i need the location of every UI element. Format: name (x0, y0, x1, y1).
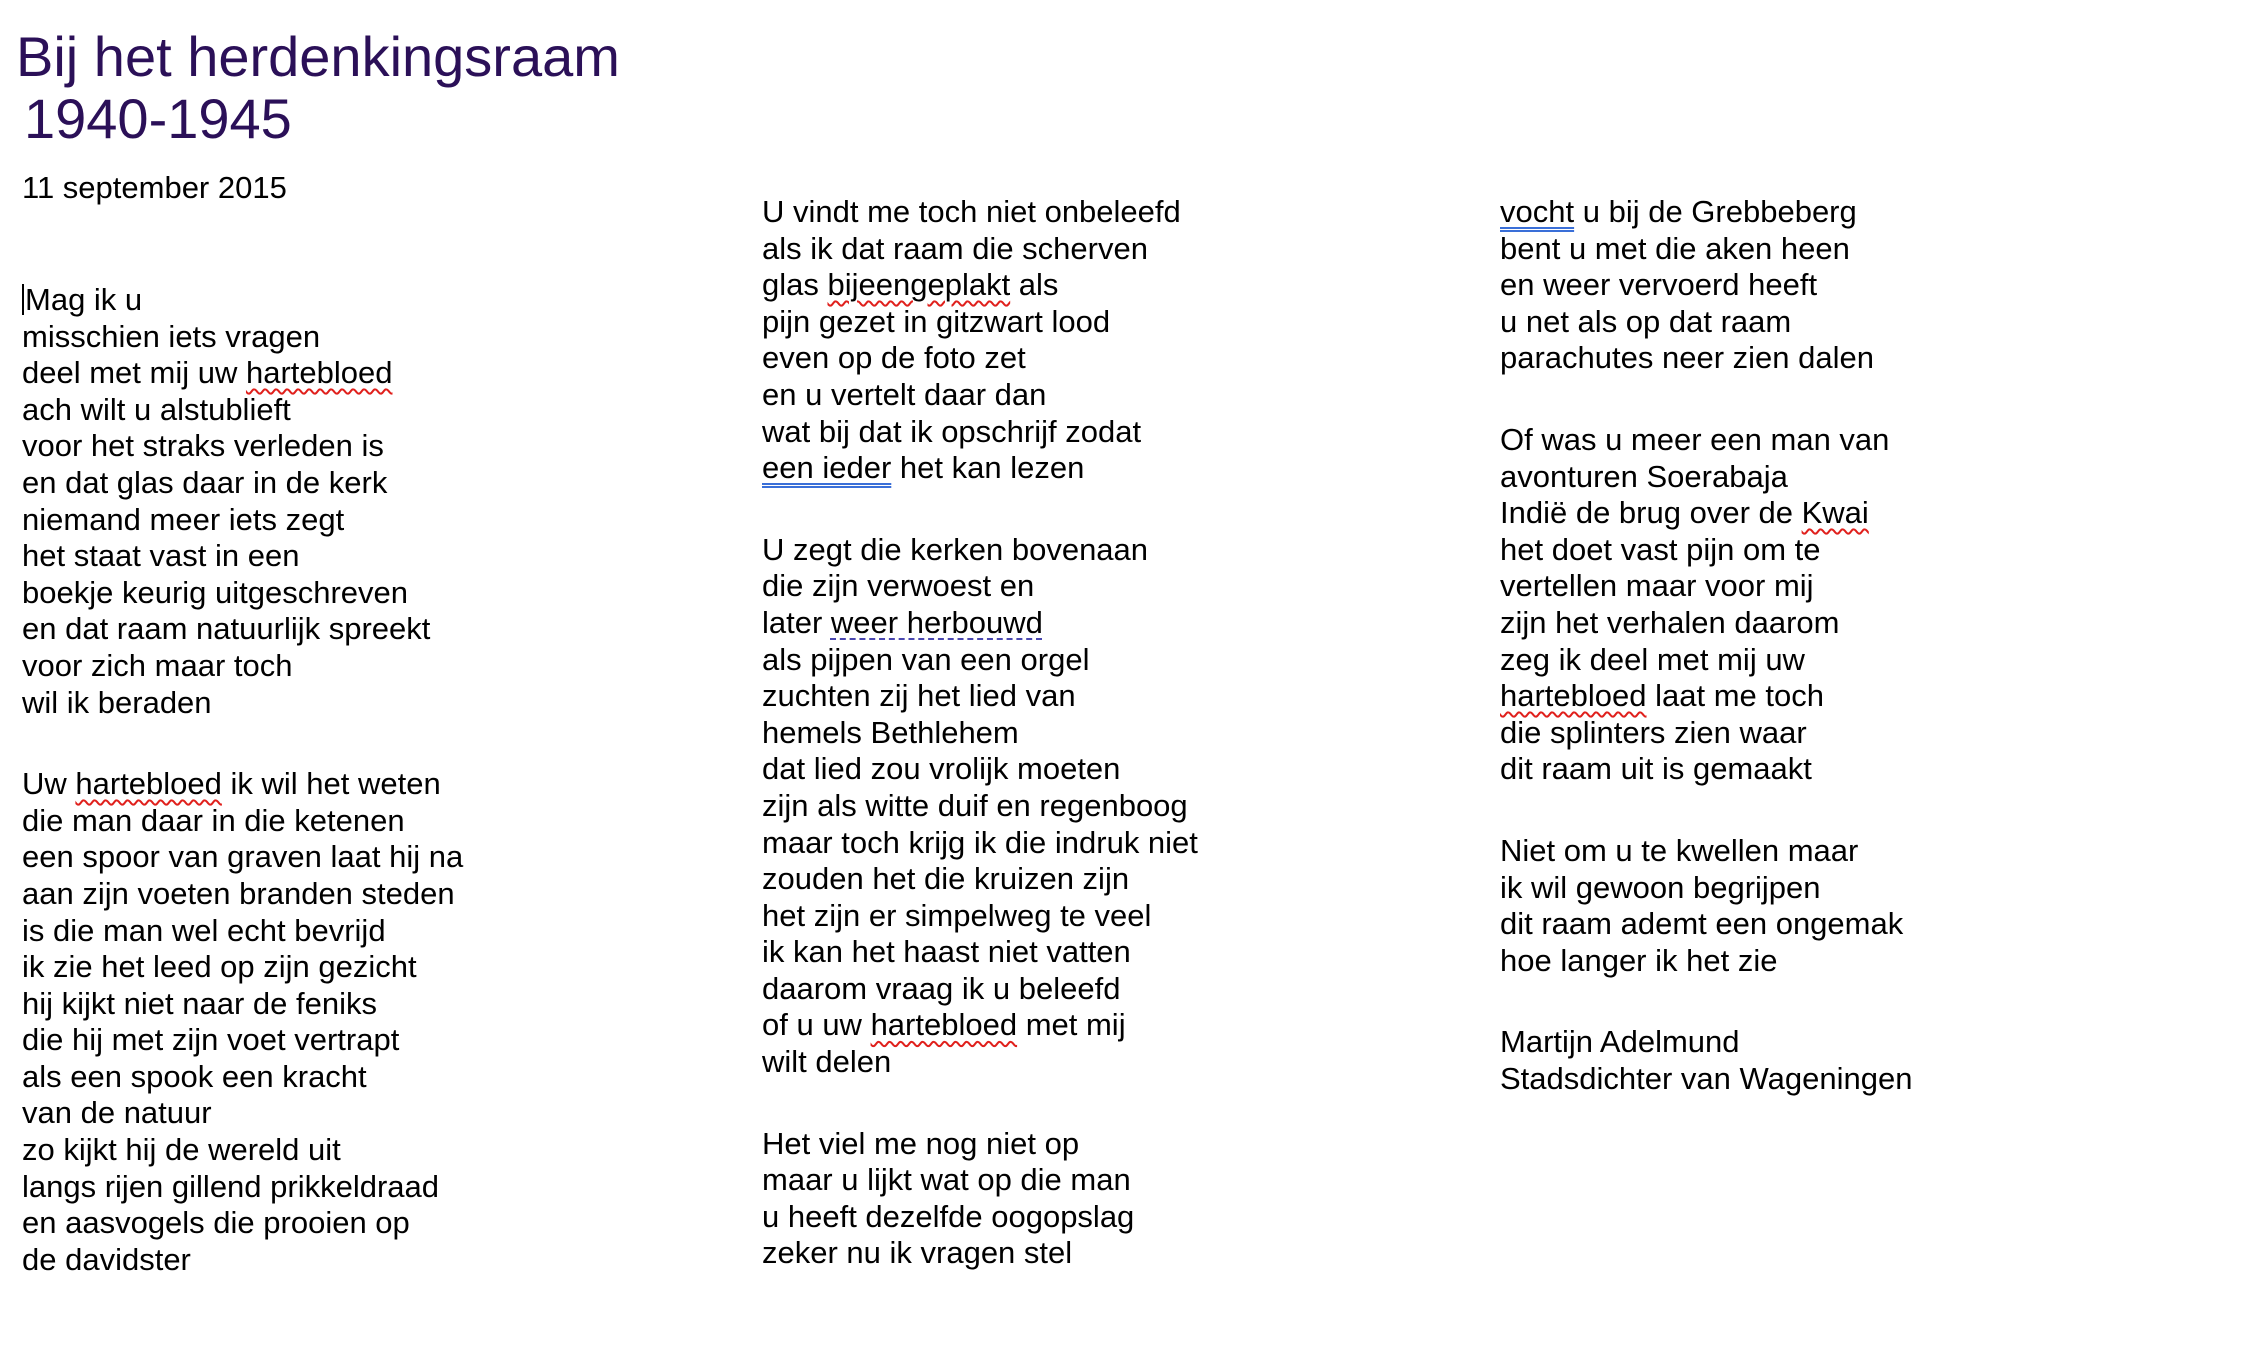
poem-line: van de natuur (22, 1095, 212, 1131)
poem-line: zeg ik deel met mij uw (1500, 641, 1805, 677)
poem-date: 11 september 2015 (22, 170, 287, 205)
poem-line: zuchten zij het lied van (762, 678, 1076, 714)
poem-line-text: later (762, 604, 831, 640)
poem-line: aan zijn voeten branden steden (22, 875, 455, 911)
stanza-7 (1500, 422, 1912, 788)
poem-line: avonturen Soerabaja (1500, 458, 1788, 494)
poem-line: als een spook een kracht (22, 1058, 367, 1094)
poem-line: U zegt die kerken bovenaan (762, 531, 1149, 567)
poem-line: die man daar in die ketenen (22, 802, 405, 838)
spelling-error-word[interactable]: hartebloed (870, 1007, 1018, 1043)
poem-line-text: Mag ik u (25, 282, 143, 317)
poem-line: is die man wel echt bevrijd (22, 912, 386, 948)
poem-line: zijn als witte duif en regenboog (762, 787, 1188, 823)
poem-line: ik wil gewoon begrijpen (1500, 869, 1821, 905)
poem-line (762, 605, 1198, 642)
poem-line: als pijpen van een orgel (762, 641, 1090, 677)
poem-line: en dat raam natuurlijk spreekt (22, 611, 431, 647)
poem-line: wilt delen (762, 1044, 892, 1080)
poem-line: dit raam uit is gemaakt (1500, 751, 1812, 787)
poem-line: en weer vervoerd heeft (1500, 267, 1818, 303)
poem-line: wil ik beraden (22, 684, 212, 720)
grammar-flag-word[interactable]: vocht (1500, 194, 1575, 229)
poem-line: daarom vraag ik u beleefd (762, 970, 1121, 1006)
stanza-8 (1500, 833, 1912, 979)
text-cursor (22, 284, 24, 315)
stanza-4 (762, 532, 1198, 1081)
spelling-error-word[interactable]: bijeengeplakt (827, 267, 1011, 303)
stanza-3 (762, 194, 1198, 487)
title-line-2: 1940-1945 (24, 87, 292, 150)
poem-line: ik kan het haast niet vatten (762, 934, 1131, 970)
poem-line-text: deel met mij uw (22, 355, 246, 391)
poem-line: als ik dat raam die scherven (762, 230, 1148, 266)
poem-line (762, 450, 1198, 487)
poem-line-text: ik wil het weten (221, 766, 441, 802)
poem-line (22, 355, 463, 392)
stanza-5 (762, 1126, 1198, 1272)
poem-line: misschien iets vragen (22, 318, 321, 354)
poem-line: een spoor van graven laat hij na (22, 839, 464, 875)
poem-column-3 (1500, 194, 1912, 1142)
poem-line: maar toch krijg ik die indruk niet (762, 824, 1198, 860)
poem-line: hij kijkt niet naar de feniks (22, 985, 377, 1021)
poem-line: zijn het verhalen daarom (1500, 604, 1840, 640)
spelling-error-word[interactable]: hartebloed (75, 766, 222, 802)
poem-line: en dat glas daar in de kerk (22, 464, 388, 500)
poem-line: het zijn er simpelweg te veel (762, 897, 1152, 933)
poem-line-text: glas (762, 267, 828, 303)
poem-line-text: of u uw (762, 1007, 871, 1043)
poem-line: ach wilt u alstublieft (22, 391, 291, 427)
poem-title (16, 26, 620, 150)
poem-line-text: Indië de brug over de (1500, 495, 1802, 531)
poem-line (1500, 678, 1912, 715)
poem-line: en aasvogels die prooien op (22, 1205, 410, 1241)
spelling-error-word[interactable]: hartebloed (1500, 678, 1647, 714)
stanza-1 (22, 282, 463, 721)
poem-line: parachutes neer zien dalen (1500, 340, 1874, 376)
poem-line (22, 282, 463, 319)
poem-line: u net als op dat raam (1500, 303, 1792, 339)
poem-line: voor het straks verleden is (22, 428, 384, 464)
poem-line: even op de foto zet (762, 340, 1026, 376)
poem-line: pijn gezet in gitzwart lood (762, 303, 1111, 339)
poem-line (22, 766, 463, 803)
poem-line: vertellen maar voor mij (1500, 568, 1814, 604)
poem-line (1500, 194, 1912, 231)
poem-line-text: Uw (22, 766, 76, 802)
poem-line: voor zich maar toch (22, 647, 293, 683)
poem-line: hoe langer ik het zie (1500, 942, 1778, 978)
poem-line: dit raam ademt een ongemak (1500, 906, 1904, 942)
poem-line: Het viel me nog niet op (762, 1125, 1080, 1161)
poem-line-text: laat me toch (1646, 678, 1824, 714)
poem-line (762, 267, 1198, 304)
poem-line: Of was u meer een man van (1500, 421, 1890, 457)
style-flag-phrase[interactable]: weer herbouwd (830, 604, 1043, 640)
spelling-error-word[interactable]: Kwai (1801, 495, 1869, 531)
poem-line-text: het kan lezen (891, 450, 1085, 486)
poem-line-text: met mij (1017, 1007, 1126, 1043)
poem-line: zouden het die kruizen zijn (762, 861, 1130, 897)
grammar-flag-phrase[interactable]: een ieder (762, 450, 892, 486)
poem-line: niemand meer iets zegt (22, 501, 345, 537)
poem-line: bent u met die aken heen (1500, 230, 1850, 266)
poem-column-2 (762, 194, 1198, 1317)
poem-line: zeker nu ik vragen stel (762, 1235, 1073, 1271)
poem-line: het doet vast pijn om te (1500, 531, 1821, 567)
signature-block (1500, 1024, 1912, 1097)
poem-line: langs rijen gillend prikkeldraad (22, 1168, 440, 1204)
poem-line: die zijn verwoest en (762, 568, 1035, 604)
poem-line: u heeft dezelfde oogopslag (762, 1198, 1135, 1234)
poem-line: zo kijkt hij de wereld uit (22, 1132, 341, 1168)
poem-line: ik zie het leed op zijn gezicht (22, 949, 417, 985)
poem-line: Niet om u te kwellen maar (1500, 832, 1859, 868)
poem-line-text: u bij de Grebbeberg (1574, 194, 1857, 229)
poem-line: het staat vast in een (22, 538, 300, 574)
poem-line: wat bij dat ik opschrijf zodat (762, 413, 1142, 449)
title-line-1: Bij het herdenkingsraam (16, 25, 620, 88)
poem-line-text: als (1010, 267, 1059, 303)
poem-line (1500, 495, 1912, 532)
poem-line: hemels Bethlehem (762, 714, 1019, 750)
spelling-error-word[interactable]: hartebloed (245, 355, 393, 391)
author-role: Stadsdichter van Wageningen (1500, 1060, 1913, 1096)
stanza-2 (22, 766, 463, 1278)
poem-line: de davidster (22, 1241, 191, 1277)
poem-line: dat lied zou vrolijk moeten (762, 751, 1121, 787)
poem-line (762, 1007, 1198, 1044)
poem-line: U vindt me toch niet onbeleefd (762, 194, 1181, 229)
stanza-6 (1500, 194, 1912, 377)
poem-line: maar u lijkt wat op die man (762, 1162, 1131, 1198)
poem-line: en u vertelt daar dan (762, 376, 1047, 412)
author-name: Martijn Adelmund (1500, 1024, 1740, 1060)
poem-line: die splinters zien waar (1500, 714, 1807, 750)
poem-column-1 (22, 282, 463, 1323)
poem-line: die hij met zijn voet vertrapt (22, 1022, 400, 1058)
poem-line: boekje keurig uitgeschreven (22, 574, 409, 610)
